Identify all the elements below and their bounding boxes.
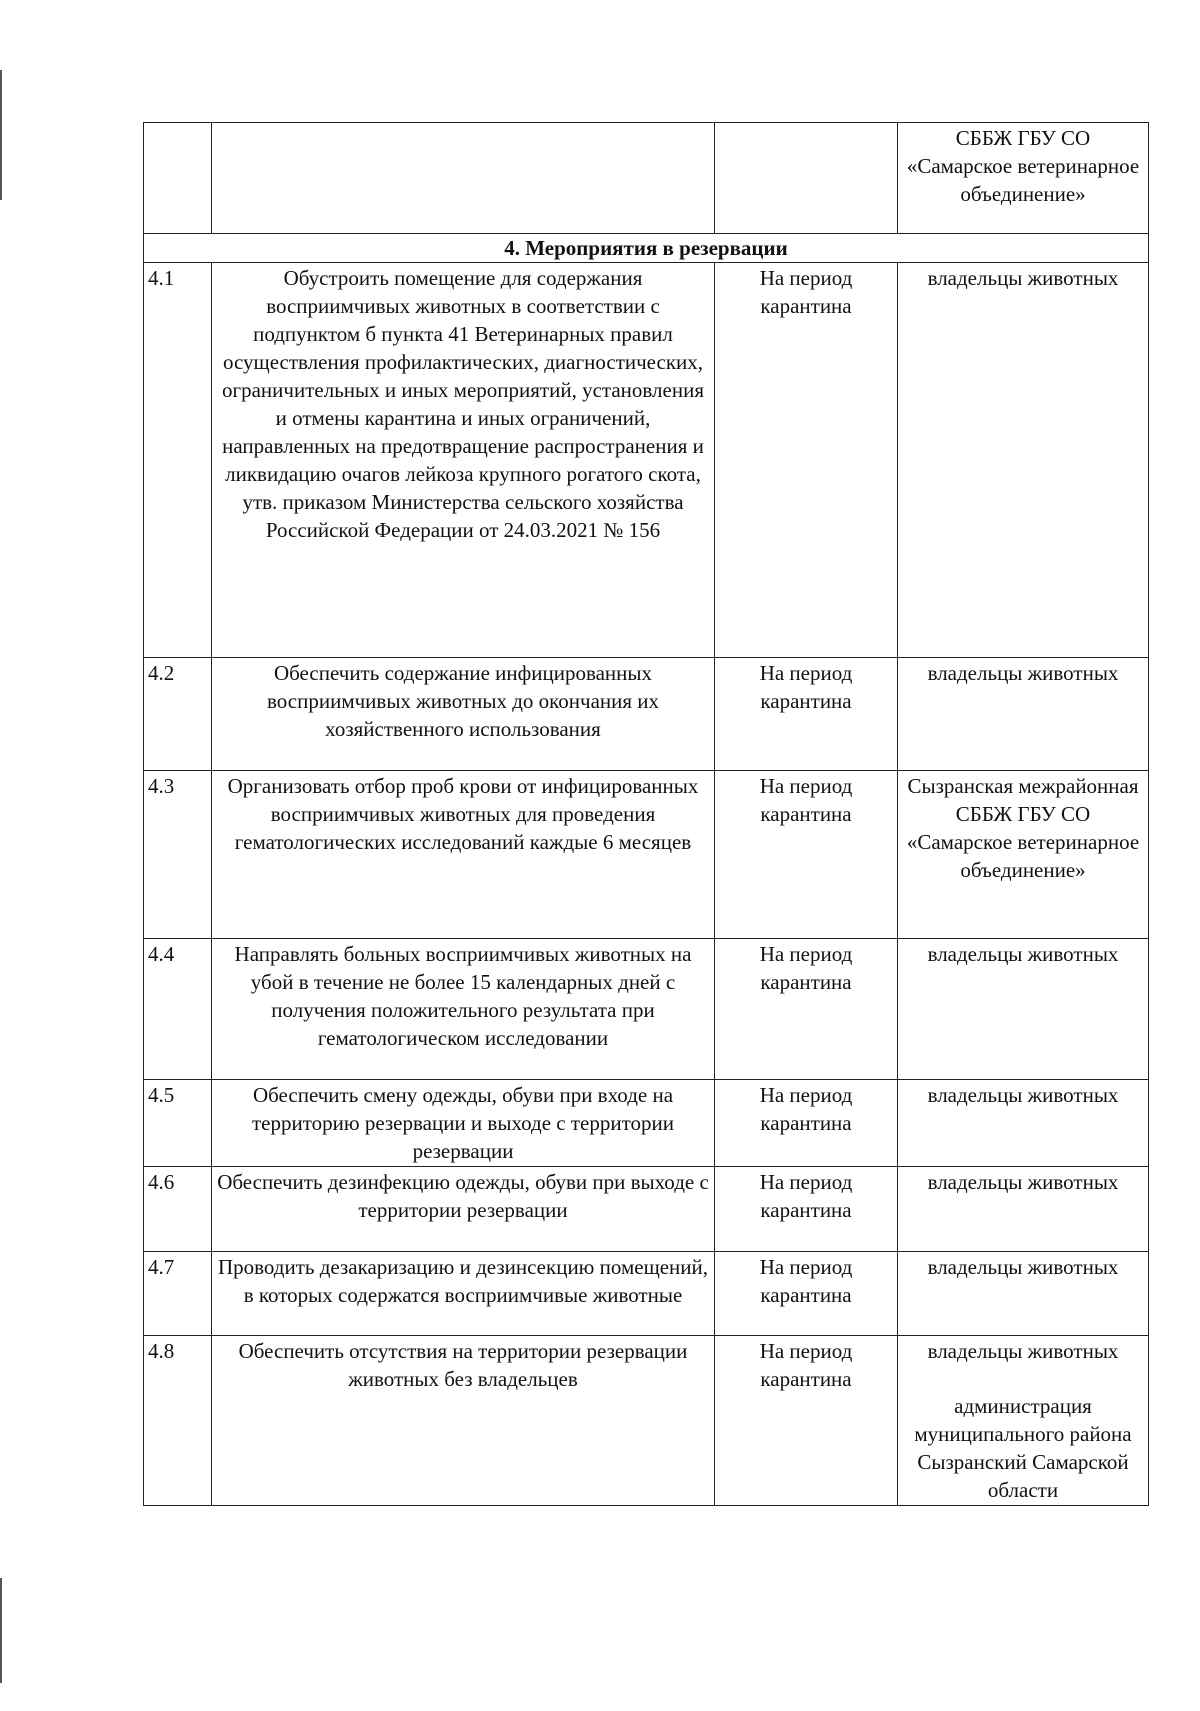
- responsible-text: владельцы животных: [898, 263, 1149, 658]
- responsible-text: владельцы животных: [898, 1167, 1149, 1252]
- scan-margin-mark: [0, 70, 2, 200]
- responsible-text: владельцы животных: [898, 1080, 1149, 1167]
- responsible-cell: [898, 1336, 1149, 1506]
- responsible-text: владельцы животных: [898, 658, 1149, 771]
- row-number: 4.3: [144, 771, 212, 939]
- table-row: [144, 771, 1149, 939]
- measure-text: Проводить дезакаризацию и дезинсекцию помещений, в которых содержатся восприимчивые животные: [212, 1252, 715, 1336]
- scan-margin-mark: [0, 1578, 2, 1683]
- table-row-continuation: [144, 123, 1149, 234]
- responsible-text: владельцы животных: [898, 939, 1149, 1080]
- table-row: [144, 263, 1149, 658]
- section-title: 4. Мероприятия в резервации: [144, 234, 1149, 263]
- table-row: [144, 1252, 1149, 1336]
- row-number: 4.2: [144, 658, 212, 771]
- term-text: На период карантина: [715, 1252, 898, 1336]
- table-row: [144, 1167, 1149, 1252]
- table-row: [144, 658, 1149, 771]
- row-number: 4.4: [144, 939, 212, 1080]
- measure-text: Организовать отбор проб крови от инфицированных восприимчивых животных для проведения гематологических исследований каждые 6 месяцев: [212, 771, 715, 939]
- term-text: На период карантина: [715, 263, 898, 658]
- table-row: [144, 939, 1149, 1080]
- term-cell: [715, 123, 898, 234]
- measure-text: Направлять больных восприимчивых животных на убой в течение не более 15 календарных дней с получения положительного результата при гематологическом исследовании: [212, 939, 715, 1080]
- term-text: На период карантина: [715, 658, 898, 771]
- measure-text: Обеспечить содержание инфицированных восприимчивых животных до окончания их хозяйственного использования: [212, 658, 715, 771]
- table-row: [144, 1336, 1149, 1506]
- term-text: На период карантина: [715, 939, 898, 1080]
- measure-text: Обустроить помещение для содержания восприимчивых животных в соответствии с подпунктом б пункта 41 Ветеринарных правил осуществления профилактических, диагностических, ограничительных и иных мероприятий, установления и отмены карантина и иных ограничений, направленных на предотвращение распространения и ликвидацию очагов лейкоза крупного рогатого скота, утв. приказом Министерства сельского хозяйства Российской Федерации от 24.03.2021 № 156: [212, 263, 715, 658]
- table-row: [144, 1080, 1149, 1167]
- responsible-text-secondary: администрация муниципального района Сызранский Самарской области: [914, 1394, 1132, 1502]
- row-number: 4.5: [144, 1080, 212, 1167]
- measure-text: Обеспечить смену одежды, обуви при входе на территорию резервации и выходе с территории резервации: [212, 1080, 715, 1167]
- measure-text: Обеспечить отсутствия на территории резервации животных без владельцев: [212, 1336, 715, 1506]
- section-header-row: [144, 234, 1149, 263]
- responsible-spacer: [902, 1365, 1144, 1392]
- measures-table: [143, 122, 1149, 1506]
- responsible-cell: СББЖ ГБУ СО «Самарское ветеринарное объединение»: [898, 123, 1149, 234]
- term-text: На период карантина: [715, 1336, 898, 1506]
- row-number: 4.8: [144, 1336, 212, 1506]
- term-text: На период карантина: [715, 1080, 898, 1167]
- row-number: 4.7: [144, 1252, 212, 1336]
- measure-cell: [212, 123, 715, 234]
- responsible-text: Сызранская межрайонная СББЖ ГБУ СО «Самарское ветеринарное объединение»: [898, 771, 1149, 939]
- responsible-text: владельцы животных: [927, 1339, 1119, 1363]
- measure-text: Обеспечить дезинфекцию одежды, обуви при выходе с территории резервации: [212, 1167, 715, 1252]
- row-number-cell: [144, 123, 212, 234]
- row-number: 4.6: [144, 1167, 212, 1252]
- term-text: На период карантина: [715, 1167, 898, 1252]
- row-number: 4.1: [144, 263, 212, 658]
- responsible-text: владельцы животных: [898, 1252, 1149, 1336]
- term-text: На период карантина: [715, 771, 898, 939]
